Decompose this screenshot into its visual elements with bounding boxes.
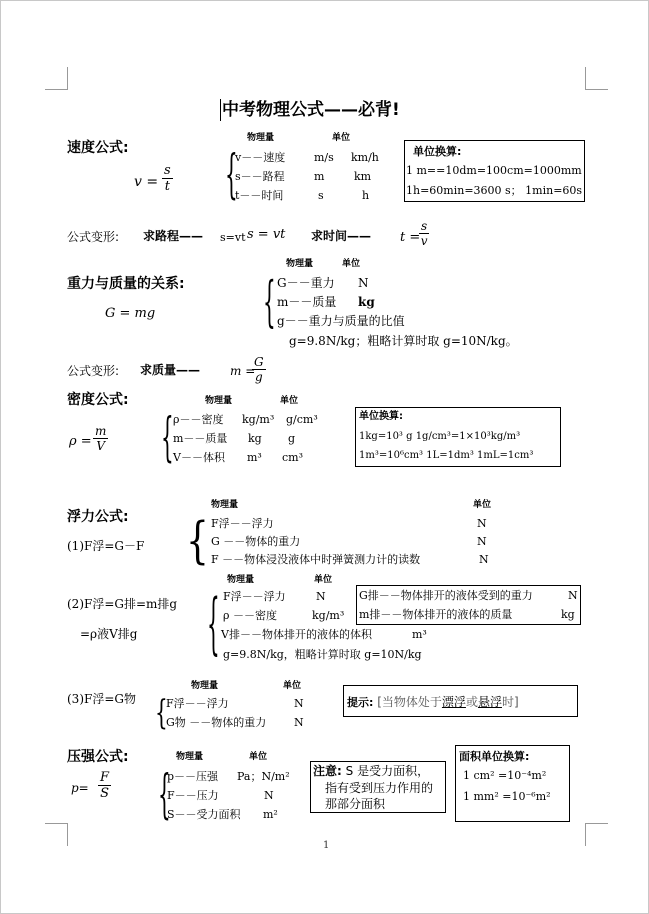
buoyancy-f2-row-3-quantity: V排－－物体排开的液体的体积 <box>221 628 372 641</box>
buoyancy-formula-3: (3)F浮=G物 <box>67 692 136 706</box>
gravity-variant-mass: 求质量—— <box>140 363 201 377</box>
buoyancy-f1-brace: { <box>186 510 209 570</box>
pressure-brace: { <box>158 762 171 826</box>
margin-mark-top-left <box>45 67 68 90</box>
speed-formula-lhs: v = <box>134 174 159 190</box>
density-formula-den: V <box>96 439 106 453</box>
buoyancy-f3-col-quantity: 物理量 <box>191 681 219 691</box>
pressure-col-unit: 单位 <box>249 752 268 762</box>
density-formula-num: m <box>95 424 107 438</box>
pressure-formula-fraction <box>98 771 111 800</box>
speed-col-quantity: 物理量 <box>247 133 275 143</box>
speed-formula-den: t <box>164 179 170 194</box>
density-row-2-unit1: kg <box>248 432 262 445</box>
speed-heading: 速度公式: <box>67 140 129 156</box>
buoyancy-f2-row-4-quantity: g=9.8N/kg，粗略计算时取 g=10N/kg <box>223 648 422 661</box>
speed-brace: { <box>225 142 238 206</box>
buoyancy-tip-open: [当物体处于 <box>377 695 442 709</box>
buoyancy-heading: 浮力公式: <box>67 509 129 525</box>
buoyancy-tip-or: 或 <box>465 695 478 709</box>
gravity-formula: G = mg <box>105 306 156 321</box>
pressure-formula-lhs: p= <box>71 781 89 795</box>
density-conversion-title: 单位换算: <box>359 411 403 422</box>
speed-col-unit: 单位 <box>332 133 351 143</box>
buoyancy-formula-2-line-2: =ρ液V排g <box>80 627 138 641</box>
speed-row-2-quantity: s－－路程 <box>235 170 285 183</box>
buoyancy-f1-row-2-quantity: G －－物体的重力 <box>211 535 301 548</box>
gravity-row-2-quantity: m－－质量 <box>277 295 337 309</box>
speed-formula-num: s <box>164 163 171 178</box>
pressure-heading: 压强公式: <box>67 749 129 765</box>
gravity-heading: 重力与质量的关系: <box>67 276 185 292</box>
density-row-3-unit2: cm³ <box>282 451 304 464</box>
buoyancy-f2-row-2-quantity: ρ －－密度 <box>223 609 277 622</box>
buoyancy-f3-col-unit: 单位 <box>283 681 302 691</box>
buoyancy-f3-row-1-unit: N <box>294 697 304 710</box>
gravity-variant-label: 公式变形: <box>67 364 120 378</box>
density-row-1-unit1: kg/m³ <box>242 413 275 426</box>
speed-variant-distance-expr: s=vt <box>220 231 246 244</box>
pressure-note-line-3: 那部分面积 <box>325 797 386 811</box>
buoyancy-f2-row-2-unit: kg/m³ <box>312 609 345 622</box>
buoyancy-f3-row-1-quantity: F浮－－浮力 <box>166 697 229 710</box>
page-title: 中考物理公式——必背! <box>222 100 400 120</box>
buoyancy-f1-row-3-quantity: F －－物体浸没液体中时弹簧测力计的读数 <box>211 553 421 566</box>
buoyancy-f2-box-row-2-quantity: m排－－物体排开的液体的质量 <box>359 608 513 621</box>
speed-row-1-quantity: v－－速度 <box>235 151 286 164</box>
gravity-row-3-quantity: g－－重力与质量的比值 <box>277 314 405 328</box>
speed-variant-time: 求时间—— <box>311 229 372 243</box>
pressure-row-3-quantity: S－－受力面积 <box>167 808 241 821</box>
density-heading: 密度公式: <box>67 392 129 408</box>
buoyancy-f1-row-1-quantity: F浮－－浮力 <box>211 517 274 530</box>
area-conversion-title: 面积单位换算: <box>459 750 530 763</box>
pressure-note-line-1 <box>313 765 429 777</box>
density-brace: { <box>161 405 174 469</box>
pressure-note-line-2: 指有受到压力作用的 <box>325 781 434 795</box>
density-row-1-quantity: ρ－－密度 <box>173 413 224 426</box>
buoyancy-f2-box-row-1-quantity: G排－－物体排开的液体受到的重力 <box>359 589 533 602</box>
buoyancy-f1-row-1-unit: N <box>477 517 487 530</box>
buoyancy-f2-row-1-quantity: F浮－－浮力 <box>223 590 286 603</box>
pressure-row-1-quantity: p－－压强 <box>167 770 219 783</box>
speed-variant-time-lhs: t = <box>400 230 421 245</box>
buoyancy-tip-label: 提示: <box>347 696 374 709</box>
density-conversion-line-1: 1kg=10³ g 1g/cm³=1×10³kg/m³ <box>359 431 521 442</box>
density-row-3-quantity: V－－体积 <box>173 451 225 464</box>
density-row-1-unit2: g/cm³ <box>286 413 318 426</box>
density-conversion-line-2: 1m³=10⁶cm³ 1L=1dm³ 1mL=1cm³ <box>359 450 534 461</box>
area-conversion-line-2: 1 mm² =10⁻⁶m² <box>463 790 551 803</box>
pressure-row-1-unit: Pa；N/m² <box>237 770 290 783</box>
speed-row-2-unit1: m <box>314 170 325 183</box>
buoyancy-f2-col-unit: 单位 <box>314 575 333 585</box>
pressure-row-2-quantity: F－－压力 <box>167 789 219 802</box>
pressure-note-label: 注意: <box>313 764 342 778</box>
buoyancy-f2-box-row-1-unit: N <box>568 589 578 602</box>
speed-variant-label: 公式变形: <box>67 230 120 244</box>
buoyancy-tip-close: 时] <box>501 695 519 709</box>
speed-row-1-unit2: km/h <box>351 151 379 164</box>
gravity-variant-den: g <box>254 370 263 384</box>
density-col-quantity: 物理量 <box>205 396 233 406</box>
speed-variant-time-den: v <box>420 234 428 248</box>
buoyancy-f2-col-quantity: 物理量 <box>227 575 255 585</box>
gravity-note: g=9.8N/kg；粗略计算时取 g=10N/kg。 <box>289 334 518 348</box>
speed-formula-fraction <box>162 164 173 193</box>
gravity-brace: { <box>263 268 276 334</box>
buoyancy-tip-suspend: 悬浮 <box>477 695 502 709</box>
speed-conversion-title: 单位换算: <box>413 145 462 158</box>
pressure-row-2-unit: N <box>264 789 274 802</box>
speed-variant-distance: 求路程—— <box>143 229 204 243</box>
density-row-2-quantity: m－－质量 <box>173 432 228 445</box>
density-formula-lhs: ρ = <box>69 434 92 449</box>
speed-variant-distance-formula: s = vt <box>247 227 286 242</box>
speed-row-3-unit1: s <box>318 189 324 202</box>
pressure-col-quantity: 物理量 <box>176 752 204 762</box>
gravity-variant-fraction <box>252 356 266 383</box>
gravity-col-quantity: 物理量 <box>286 259 314 269</box>
buoyancy-col-unit: 单位 <box>473 500 492 510</box>
density-row-3-unit1: m³ <box>247 451 262 464</box>
page-number: 1 <box>323 840 330 851</box>
density-col-unit: 单位 <box>280 396 299 406</box>
speed-row-3-quantity: t－－时间 <box>235 189 284 202</box>
buoyancy-f2-box-row-2-unit: kg <box>561 608 575 621</box>
speed-variant-time-fraction <box>419 220 429 247</box>
speed-variant-time-num: s <box>421 219 428 233</box>
area-conversion-line-1: 1 cm² =10⁻⁴m² <box>463 769 547 782</box>
gravity-row-1-unit: N <box>358 276 369 290</box>
buoyancy-f1-row-3-unit: N <box>479 553 489 566</box>
pressure-formula-den: S <box>100 786 109 801</box>
speed-conversion-line-2: 1h=60min=3600 s； 1min=60s <box>406 184 583 197</box>
buoyancy-f3-row-2-unit: N <box>294 716 304 729</box>
gravity-row-2-unit: kg <box>358 295 375 309</box>
buoyancy-f3-brace: { <box>155 691 168 733</box>
margin-mark-bottom-right <box>585 823 608 846</box>
gravity-row-1-quantity: G－－重力 <box>277 276 335 290</box>
gravity-col-unit: 单位 <box>342 259 361 269</box>
speed-row-3-unit2: h <box>362 189 370 202</box>
buoyancy-f2-row-3-unit: m³ <box>412 628 427 641</box>
gravity-variant-num: G <box>254 355 264 369</box>
pressure-note-text-1: S 是受力面积， <box>345 764 430 778</box>
margin-mark-top-right <box>585 67 608 90</box>
buoyancy-col-quantity: 物理量 <box>211 500 239 510</box>
buoyancy-f3-row-2-quantity: G物 －－物体的重力 <box>166 716 267 729</box>
margin-mark-bottom-left <box>45 823 68 846</box>
buoyancy-formula-1: (1)F浮=G－F <box>67 539 145 553</box>
buoyancy-tip-float: 漂浮 <box>441 695 466 709</box>
speed-row-2-unit2: km <box>354 170 372 183</box>
speed-conversion-line-1: 1 m==10dm=100cm=1000mm <box>406 164 582 177</box>
density-formula-fraction <box>93 425 108 452</box>
pressure-row-3-unit: m² <box>263 808 278 821</box>
gravity-variant-lhs: m = <box>230 364 256 378</box>
buoyancy-formula-2-line-1: (2)F浮=G排=m排g <box>67 597 178 611</box>
buoyancy-tip-line <box>347 696 519 708</box>
buoyancy-f1-row-2-unit: N <box>477 535 487 548</box>
pressure-formula-num: F <box>100 770 110 785</box>
buoyancy-f2-brace: { <box>207 583 220 663</box>
speed-row-1-unit1: m/s <box>314 151 334 164</box>
text-cursor <box>220 99 221 121</box>
buoyancy-f2-row-1-unit: N <box>316 590 326 603</box>
density-row-2-unit2: g <box>288 432 296 445</box>
